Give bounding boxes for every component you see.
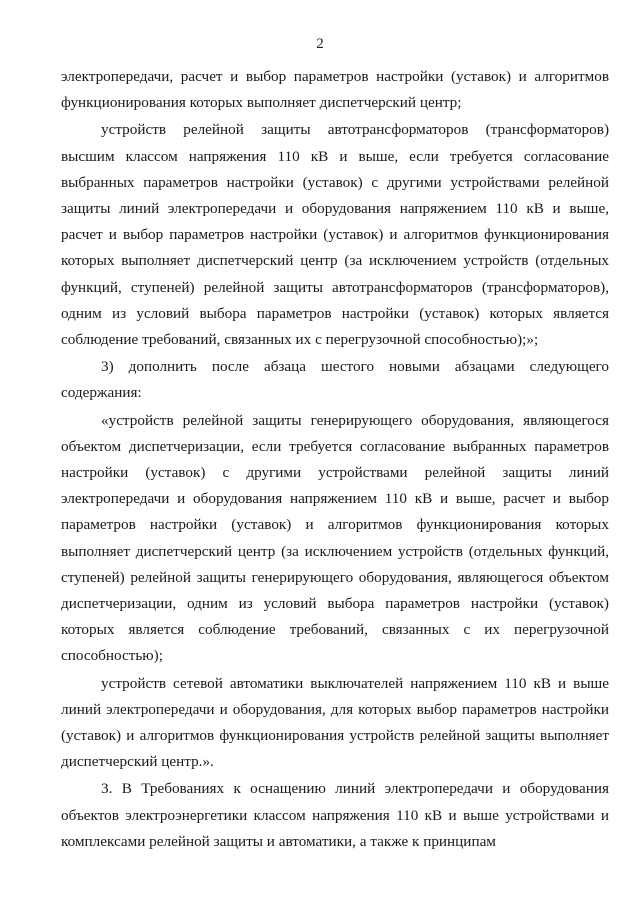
paragraph-network-automation: устройств сетевой автоматики выключателей напряжением 110 кВ и выше линий электропередачи и оборудования, для которых выбор параметров настройки (уставок) и алгоритмов функционирования устройств релейной защиты выполняет диспетчерский центр.». — [61, 674, 609, 771]
paragraph-continuation: электропередачи, расчет и выбор параметров настройки (уставок) и алгоритмов функционирования которых выполняет диспетчерский центр; — [61, 68, 609, 112]
paragraph-autotransformer-protection: устройств релейной защиты автотрансформаторов (трансформаторов) высшим классом напряжения 110 кВ и выше, если требуется согласование выбранных параметров настройки (уставок) с другими устройствами релейной защиты линий электропередачи и оборудования напряжением 110 кВ и выше, расчет и выбор параметров настройки (уставок) и алгоритмов функционирования которых выполняет диспетчерский центр (за исключением устройств (отдельных функций, ступеней) релейной защиты автотрансформаторов (трансформаторов), одним из условий выбора параметров настройки (уставок) которых является соблюдение требований, связанных их с перегрузочной способностью);»; — [61, 121, 609, 349]
document-body — [61, 64, 609, 855]
paragraph-generating-equipment-protection: «устройств релейной защиты генерирующего оборудования, являющегося объектом диспетчеризации, если требуется согласование выбранных параметров настройки (уставок) с другими устройствами релейной защиты линий электропередачи и оборудования напряжением 110 кВ и выше, расчет и выбор параметров настройки (уставок) и алгоритмов функционирования которых выполняет диспетчерский центр (за исключением устройств (отдельных функций, ступеней) релейной защиты генерирующего оборудования, являющегося объектом диспетчеризации, одним из условий выбора параметров настройки (уставок) которых является соблюдение требований, связанных с их перегрузочной способностью); — [61, 411, 609, 665]
paragraph-section-3: 3. В Требованиях к оснащению линий электропередачи и оборудования объектов электроэнергетики классом напряжения 110 кВ и выше устройствами и комплексами релейной защиты и автоматики, а также к принципам — [61, 780, 609, 850]
page-number: 2 — [316, 36, 324, 52]
paragraph-amendment-item-3: 3) дополнить после абзаца шестого новыми абзацами следующего содержания: — [61, 358, 609, 402]
